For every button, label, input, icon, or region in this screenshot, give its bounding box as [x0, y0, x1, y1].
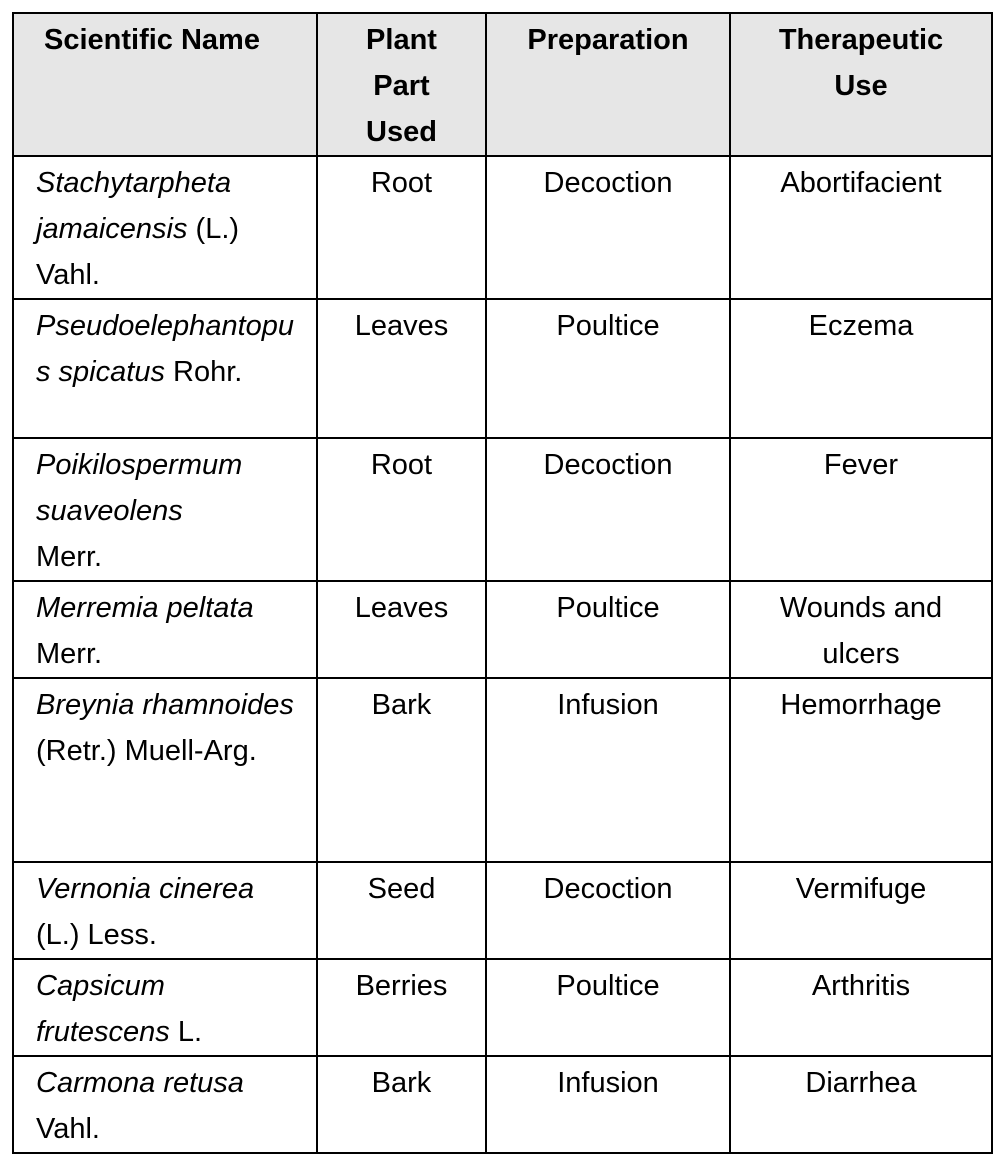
- scientific-name-cell: [13, 1056, 317, 1153]
- plant-part-cell: Root: [317, 156, 486, 299]
- therapeutic-use-cell: Abortifacient: [730, 156, 992, 299]
- author-citation: (L.) Vahl.: [36, 213, 240, 291]
- species-name: Capsicum frutescens: [36, 970, 170, 1048]
- species-name: Breynia rhamnoides: [36, 689, 294, 721]
- header-scientific-name: Scientific Name: [13, 13, 317, 156]
- species-name: Vernonia cinerea: [36, 873, 255, 905]
- medicinal-plants-table: [12, 12, 993, 1154]
- preparation-cell: Infusion: [486, 1056, 730, 1153]
- plant-part-cell: Leaves: [317, 581, 486, 678]
- author-citation: L.: [169, 1016, 203, 1048]
- species-name: Merremia peltata: [36, 592, 254, 624]
- preparation-cell: Poultice: [486, 299, 730, 438]
- header-therapeutic-use: [730, 13, 992, 156]
- header-therapeutic-use-label: Therapeutic Use: [778, 24, 944, 102]
- scientific-name-cell: [13, 581, 317, 678]
- author-citation: Merr.: [36, 638, 103, 670]
- scientific-name-cell: [13, 678, 317, 862]
- preparation-cell: Decoction: [486, 438, 730, 581]
- scientific-name-cell: [13, 299, 317, 438]
- table-row: [13, 438, 992, 581]
- species-name: Pseudoelephantopus spicatus: [36, 310, 295, 388]
- author-citation: (Retr.) Muell-Arg.: [36, 735, 257, 767]
- therapeutic-use-cell: Vermifuge: [730, 862, 992, 959]
- author-citation: Rohr.: [164, 356, 243, 388]
- table-row: [13, 862, 992, 959]
- species-name: Carmona retusa: [36, 1067, 244, 1099]
- species-name: Poikilospermum suaveolens: [36, 449, 243, 527]
- species-name: Stachytarpheta jamaicensis: [36, 167, 232, 245]
- therapeutic-use-cell: Eczema: [730, 299, 992, 438]
- author-citation: Merr.: [36, 541, 103, 573]
- therapeutic-use-cell: Diarrhea: [730, 1056, 992, 1153]
- scientific-name-cell: [13, 959, 317, 1056]
- plant-part-cell: Seed: [317, 862, 486, 959]
- scientific-name-cell: [13, 438, 317, 581]
- preparation-cell: Decoction: [486, 862, 730, 959]
- table-row: [13, 581, 992, 678]
- table-row: [13, 299, 992, 438]
- preparation-cell: Poultice: [486, 581, 730, 678]
- plant-part-cell: Leaves: [317, 299, 486, 438]
- table-row: [13, 156, 992, 299]
- header-row: [13, 13, 992, 156]
- plant-part-cell: Root: [317, 438, 486, 581]
- preparation-cell: Poultice: [486, 959, 730, 1056]
- therapeutic-use-cell: Arthritis: [730, 959, 992, 1056]
- header-plant-part-label: Plant Part Used: [366, 24, 437, 148]
- plant-part-cell: Bark: [317, 678, 486, 862]
- scientific-name-cell: [13, 862, 317, 959]
- table-row: [13, 678, 992, 862]
- therapeutic-use-cell: Fever: [730, 438, 992, 581]
- plant-part-cell: Bark: [317, 1056, 486, 1153]
- plant-part-cell: Berries: [317, 959, 486, 1056]
- header-plant-part: [317, 13, 486, 156]
- author-citation: Vahl.: [36, 1113, 100, 1145]
- scientific-name-cell: [13, 156, 317, 299]
- table-row: [13, 959, 992, 1056]
- preparation-cell: Decoction: [486, 156, 730, 299]
- header-preparation: Preparation: [486, 13, 730, 156]
- table-row: [13, 1056, 992, 1153]
- author-citation: (L.) Less.: [36, 919, 157, 951]
- therapeutic-use-cell: Wounds and ulcers: [730, 581, 992, 678]
- therapeutic-use-cell: Hemorrhage: [730, 678, 992, 862]
- preparation-cell: Infusion: [486, 678, 730, 862]
